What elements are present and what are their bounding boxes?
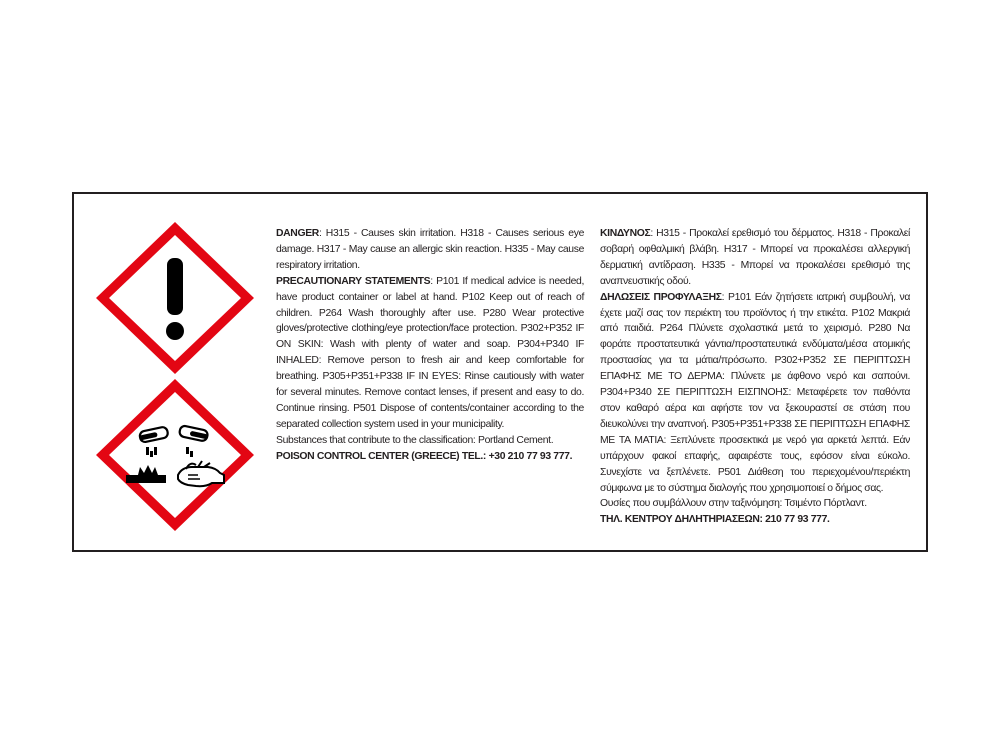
greek-danger-label: ΚΙΝΔΥΝΟΣ: [600, 228, 651, 239]
english-danger-statement: [276, 226, 584, 274]
greek-precautionary-statements: [600, 290, 910, 497]
english-precautionary-statements: [276, 274, 584, 433]
greek-precautionary-text: : P101 Εάν ζητήσετε ιατρική συμβουλή, να έχετε μαζί σας τον περιέκτη του προϊόντος ή την ετικέτα. P102 Μακριά από παιδιά. P264 Πλύνετε σχολαστικά μετά το χειρισμό. P280 Να φοράτε προστατευτικά γάντια/προστατευτικά ενδύματα/μέσα ατομικής προστασίας για τα μάτια/πρόσωπο. P302+P352 ΣΕ ΠΕΡΙΠΤΩΣΗ ΕΠΑΦΗΣ ΜΕ ΤΟ ΔΕΡΜΑ: Πλύνετε με άφθονο νερό και σαπούνι. P304+P340 ΣΕ ΠΕΡΙΠΤΩΣΗ ΕΙΣΠΝΟΗΣ: Μεταφέρετε τον παθόντα στον καθαρό αέρα και αφήστε τον να ξεκουραστεί σε στάση που διευκολύνει την αναπνοή. P305+P351+P338 ΣΕ ΠΕΡΙΠΤΩΣΗ ΕΠΑΦΗΣ ΜΕ ΤΑ ΜΑΤΙΑ: Ξεπλύνετε προσεκτικά με νερό για αρκετά λεπτά. Εάν υπάρχουν φακοί επαφής, αφαιρέστε τους, εφόσον είναι εύκολο. Συνεχίστε να ξεπλένετε. P501 Διάθεση του περιεχομένου/περιέκτη σύμφωνα με το σύστημα διαλογής που χρησιμοποιεί ο δήμος σας.: [600, 291, 910, 494]
greek-hazard-text: [600, 226, 910, 528]
ghs05-corrosion-icon: [70, 375, 280, 535]
ghs07-exclamation-mark-icon: [70, 218, 280, 378]
greek-substances-text: Ουσίες που συμβάλλουν στην ταξινόμηση: Τσιμέντο Πόρτλαντ.: [600, 498, 867, 510]
english-poison-center: POISON CONTROL CENTER (GREECE) TEL.: +30 210 77 93 777.: [276, 450, 573, 462]
english-precautionary-text: : P101 If medical advice is needed, have product container or label at hand. P102 Keep out of reach of children. P264 Wash thoroughly after use. P280 Wear protective gloves/protective clothing/eye protection/face protection. P302+P352 IF ON SKIN: Wash with plenty of water and soap. P304+P340 IF INHALED: Remove person to fresh air and keep comfortable for breathing. P305+P351+P338 IF IN EYES: Rinse cautiously with water for several minutes. Remove contact lenses, if present and easy to do. Continue rinsing. P501 Dispose of contents/container according to the separated collection system used in your municipality.: [276, 275, 584, 430]
greek-precautionary-label: ΔΗΛΩΣΕΙΣ ΠΡΟΦΥΛΑΞΗΣ: [600, 291, 722, 303]
greek-poison-center: ΤΗΛ. ΚΕΝΤΡΟΥ ΔΗΛΗΤΗΡΙΑΣΕΩΝ: 210 77 93 777.: [600, 514, 830, 526]
english-hazard-text: [276, 226, 584, 465]
english-danger-label: DANGER: [276, 228, 319, 239]
english-precautionary-label: PRECAUTIONARY STATEMENTS: [276, 275, 431, 287]
english-substances-text: Substances that contribute to the classification: Portland Cement.: [276, 434, 554, 446]
greek-danger-text: : H315 - Προκαλεί ερεθισμό του δέρματος. H318 - Προκαλεί σοβαρή οφθαλμική βλάβη. H317 - Μπορεί να προκαλέσει αλλεργική δερματική αντίδραση. H335 - Μπορεί να προκαλέσει ερεθισμό της αναπνευστικής οδού.: [600, 228, 910, 287]
greek-danger-statement: [600, 226, 910, 290]
english-danger-text: : H315 - Causes skin irritation. H318 - Causes serious eye damage. H317 - May cause an allergic skin reaction. H335 - May cause respiratory irritation.: [276, 228, 584, 271]
